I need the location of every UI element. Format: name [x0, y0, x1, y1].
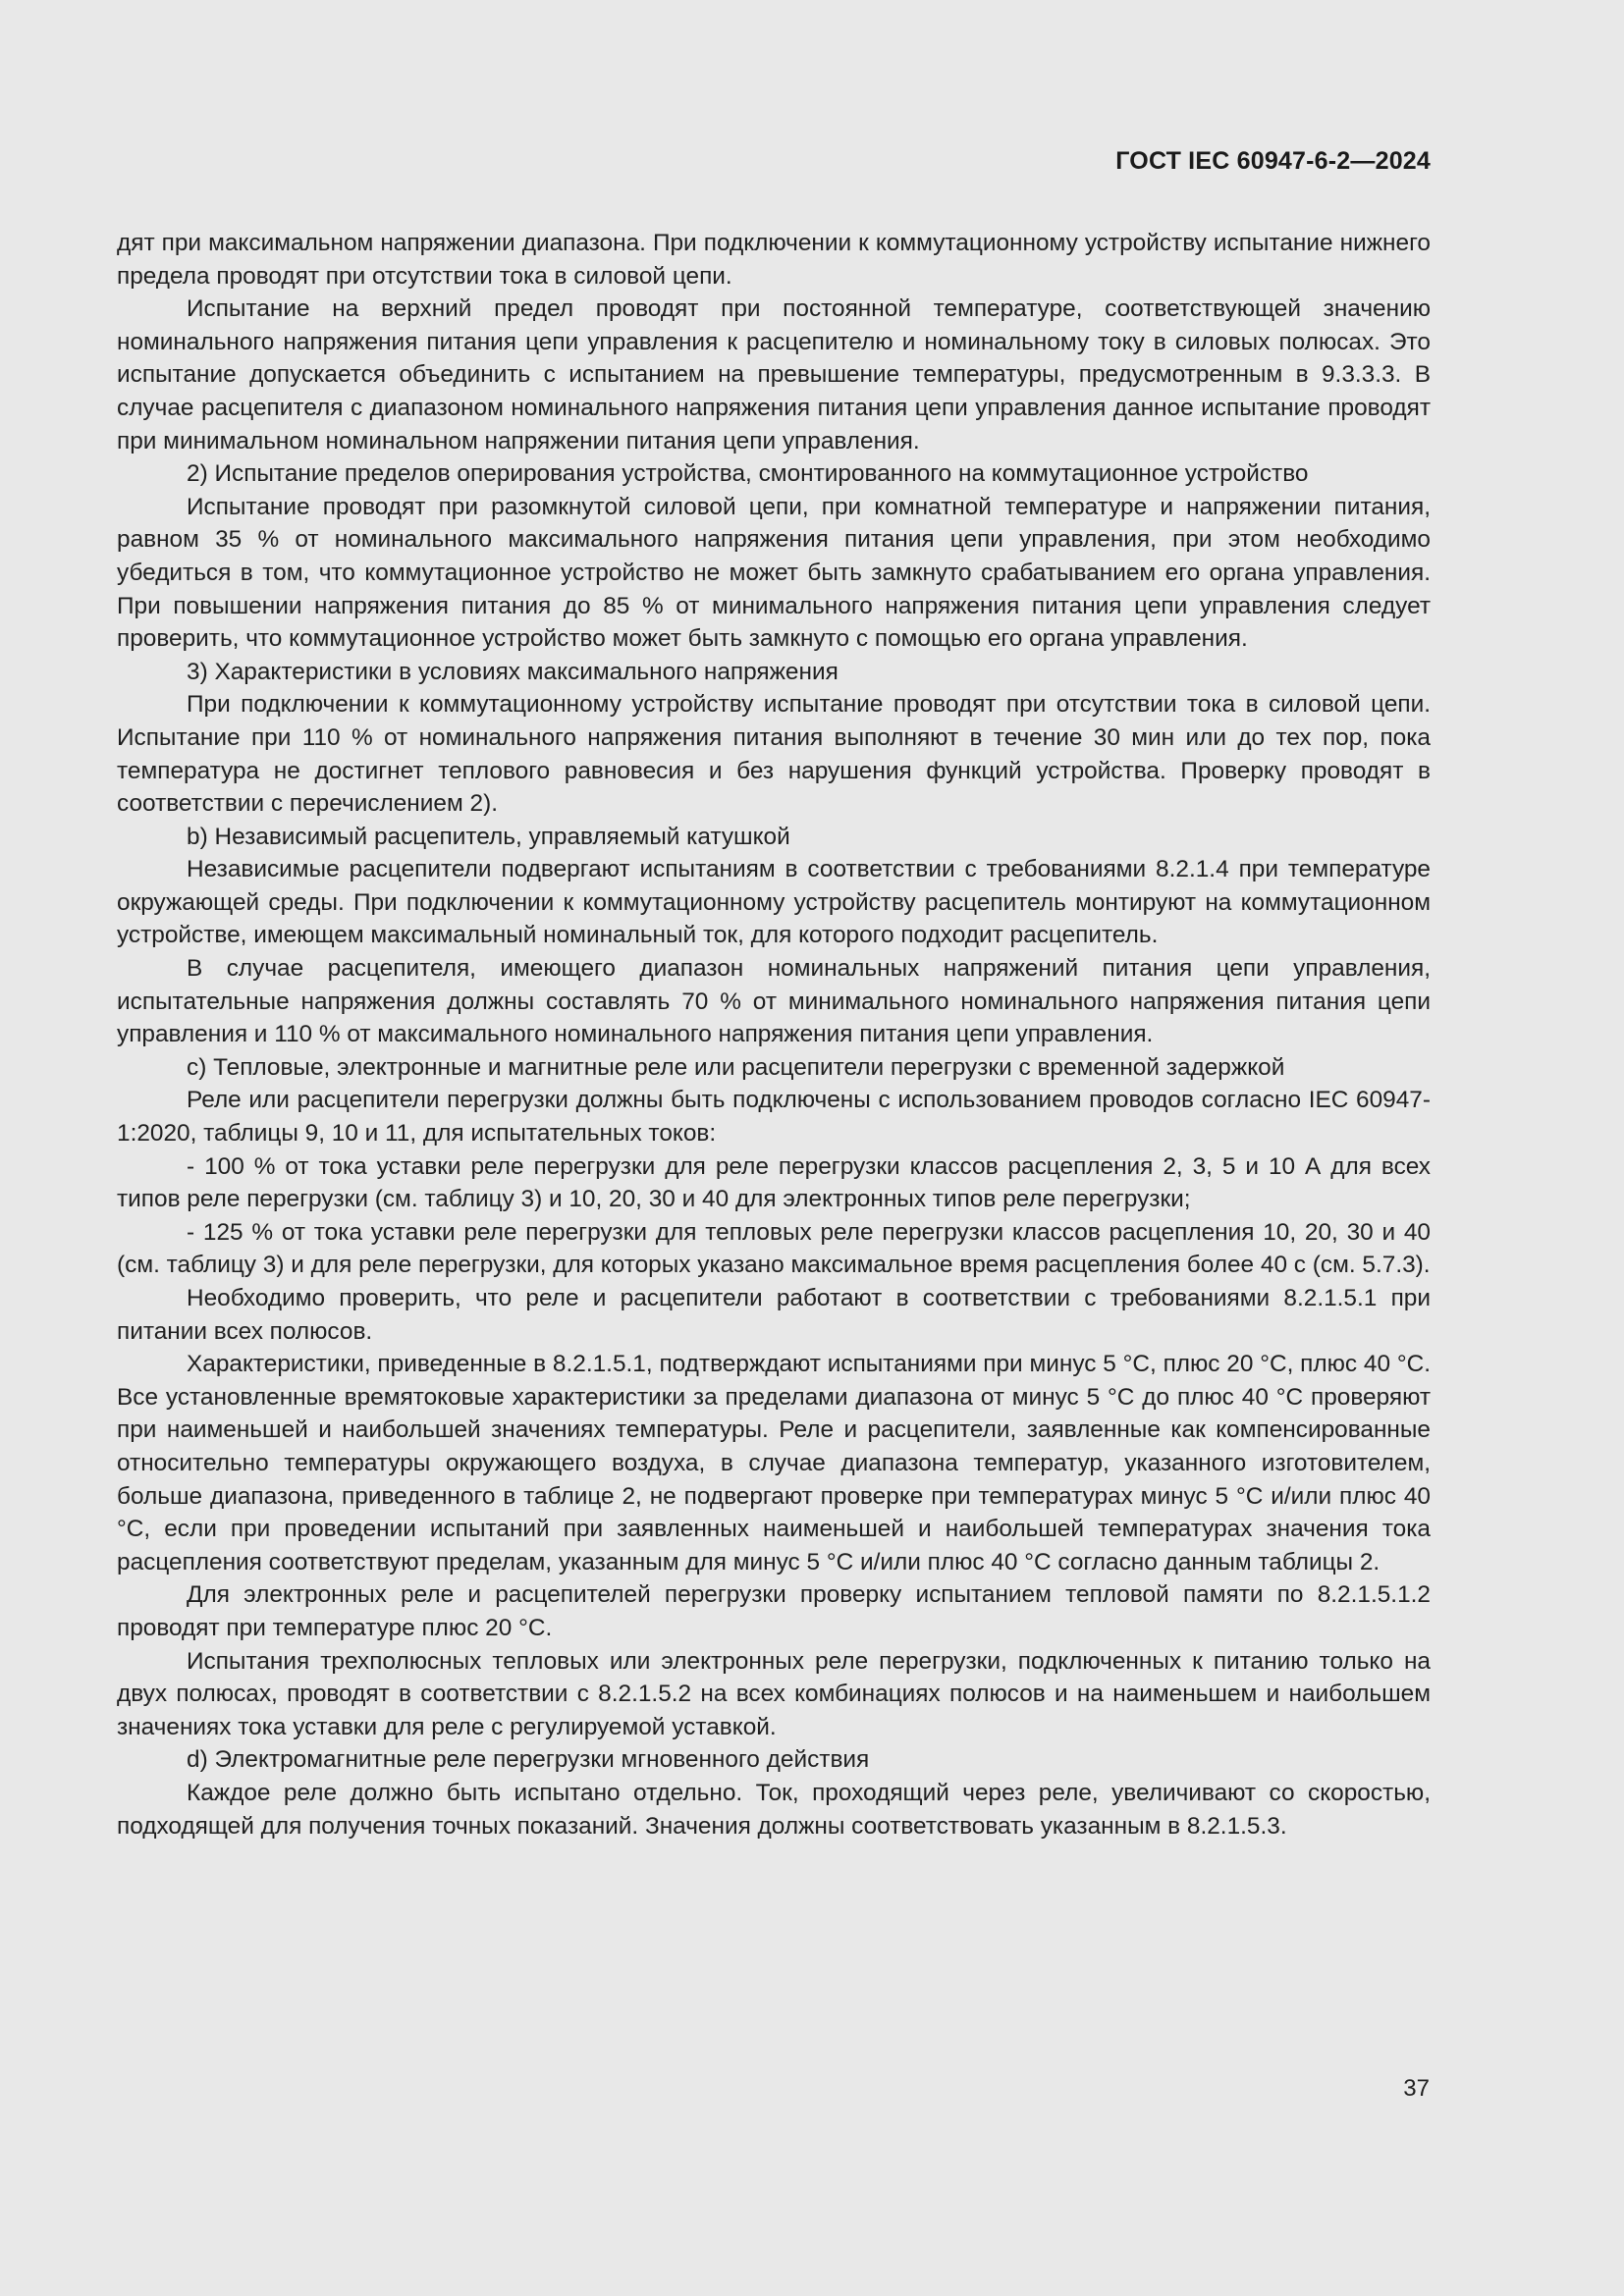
paragraph: Для электронных реле и расцепителей перегрузки проверку испытанием тепловой памяти по 8.2.1.5.1.2 проводят при температуре плюс 20 °С.: [117, 1581, 1431, 1641]
paragraph: При подключении к коммутационному устройству испытание проводят при отсутствии тока в силовой цепи. Испытание при 110 % от номинального напряжения питания выполняют в течение 30 мин или до тех пор, пока температура не достигнет теплового равновесия и без нарушения функций устройства. Проверку проводят в соответствии с перечислением 2).: [117, 691, 1431, 818]
paragraph: Испытание на верхний предел проводят при постоянной температуре, соответствующей значению номинального напряжения питания цепи управления к расцепителю и номинальному току в силовых полюсах. Это испытание допускается объединить с испытанием на превышение температуры, предусмотренным в 9.3.3.3. В случае расцепителя с диапазоном номинального напряжения питания цепи управления данное испытание проводят при минимальном номинальном напряжении питания цепи управления.: [117, 295, 1431, 454]
paragraph: b) Независимый расцепитель, управляемый катушкой: [187, 823, 790, 850]
paragraph: 3) Характеристики в условиях максимального напряжения: [187, 658, 839, 685]
paragraph: Независимые расцепители подвергают испытаниям в соответствии с требованиями 8.2.1.4 при температуре окружающей среды. При подключении к коммутационному устройству расцепитель монтируют на коммутационном устройстве, имеющем максимальный номинальный ток, для которого подходит расцепитель.: [117, 856, 1431, 949]
paragraph: Каждое реле должно быть испытано отдельно. Ток, проходящий через реле, увеличивают со скоростью, подходящей для получения точных показаний. Значения должны соответствовать указанным в 8.2.1.5.3.: [117, 1779, 1431, 1840]
paragraph: 2) Испытание пределов оперирования устройства, смонтированного на коммутационное устройство: [187, 460, 1309, 488]
paragraph: Испытания трехполюсных тепловых или электронных реле перегрузки, подключенных к питанию только на двух полюсах, проводят в соответствии с 8.2.1.5.2 на всех комбинациях полюсов и на наименьшем и наибольшем значениях тока уставки для реле с регулируемой уставкой.: [117, 1647, 1431, 1740]
paragraph: Испытание проводят при разомкнутой силовой цепи, при комнатной температуре и напряжении питания, равном 35 % от номинального максимального напряжения питания цепи управления, при этом необходимо убедиться в том, что коммутационное устройство не может быть замкнуто срабатыванием его органа управления. При повышении напряжения питания до 85 % от минимального напряжения питания цепи управления следует проверить, что коммутационное устройство может быть замкнуто с помощью его органа управления.: [117, 493, 1431, 653]
page-number: 37: [1403, 2075, 1430, 2102]
paragraph: Необходимо проверить, что реле и расцепители работают в соответствии с требованиями 8.2.1.5.1 при питании всех полюсов.: [117, 1285, 1431, 1345]
paragraph: Реле или расцепители перегрузки должны быть подключены с использованием проводов согласно IEC 60947-1:2020, таблицы 9, 10 и 11, для испытательных токов:: [117, 1087, 1431, 1148]
paragraph: В случае расцепителя, имеющего диапазон номинальных напряжений питания цепи управления, испытательные напряжения должны составлять 70 % от минимального номинального напряжения питания цепи управления и 110 % от максимального номинального напряжения питания цепи управления.: [117, 955, 1431, 1048]
paragraph: d) Электромагнитные реле перегрузки мгновенного действия: [187, 1746, 870, 1774]
document-body: [117, 227, 1431, 1842]
paragraph: Характеристики, приведенные в 8.2.1.5.1, подтверждают испытаниями при минус 5 °С, плюс 20 °С, плюс 40 °С. Все установленные времятоковые характеристики за пределами диапазона от минус 5 °С до плюс 40 °С проверяют при наименьшей и наибольшей значениях температуры. Реле и расцепители, заявленные как компенсированные относительно температуры окружающего воздуха, в случае диапазона температур, указанного изготовителем, больше диапазона, приведенного в таблице 2, не подвергают проверке при температурах минус 5 °С и/или плюс 40 °С, если при проведении испытаний при заявленных наименьшей и наибольшей температурах значения тока расцепления соответствуют пределам, указанным для минус 5 °С и/или плюс 40 °С согласно данным таблицы 2.: [117, 1351, 1431, 1575]
paragraph: - 100 % от тока уставки реле перегрузки для реле перегрузки классов расцепления 2, 3, 5 и 10 А для всех типов реле перегрузки (см. таблицу 3) и 10, 20, 30 и 40 для электронных типов реле перегрузки;: [117, 1152, 1431, 1213]
paragraph: - 125 % от тока уставки реле перегрузки для тепловых реле перегрузки классов расцепления 10, 20, 30 и 40 (см. таблицу 3) и для реле перегрузки, для которых указано максимальное время расцепления более 40 с (см. 5.7.3).: [117, 1218, 1431, 1279]
paragraph: дят при максимальном напряжении диапазона. При подключении к коммутационному устройству испытание нижнего предела проводят при отсутствии тока в силовой цепи.: [117, 230, 1431, 290]
paragraph: c) Тепловые, электронные и магнитные реле или расцепители перегрузки с временной задержкой: [187, 1053, 1285, 1081]
standard-header: ГОСТ IEC 60947-6-2—2024: [1115, 147, 1431, 175]
